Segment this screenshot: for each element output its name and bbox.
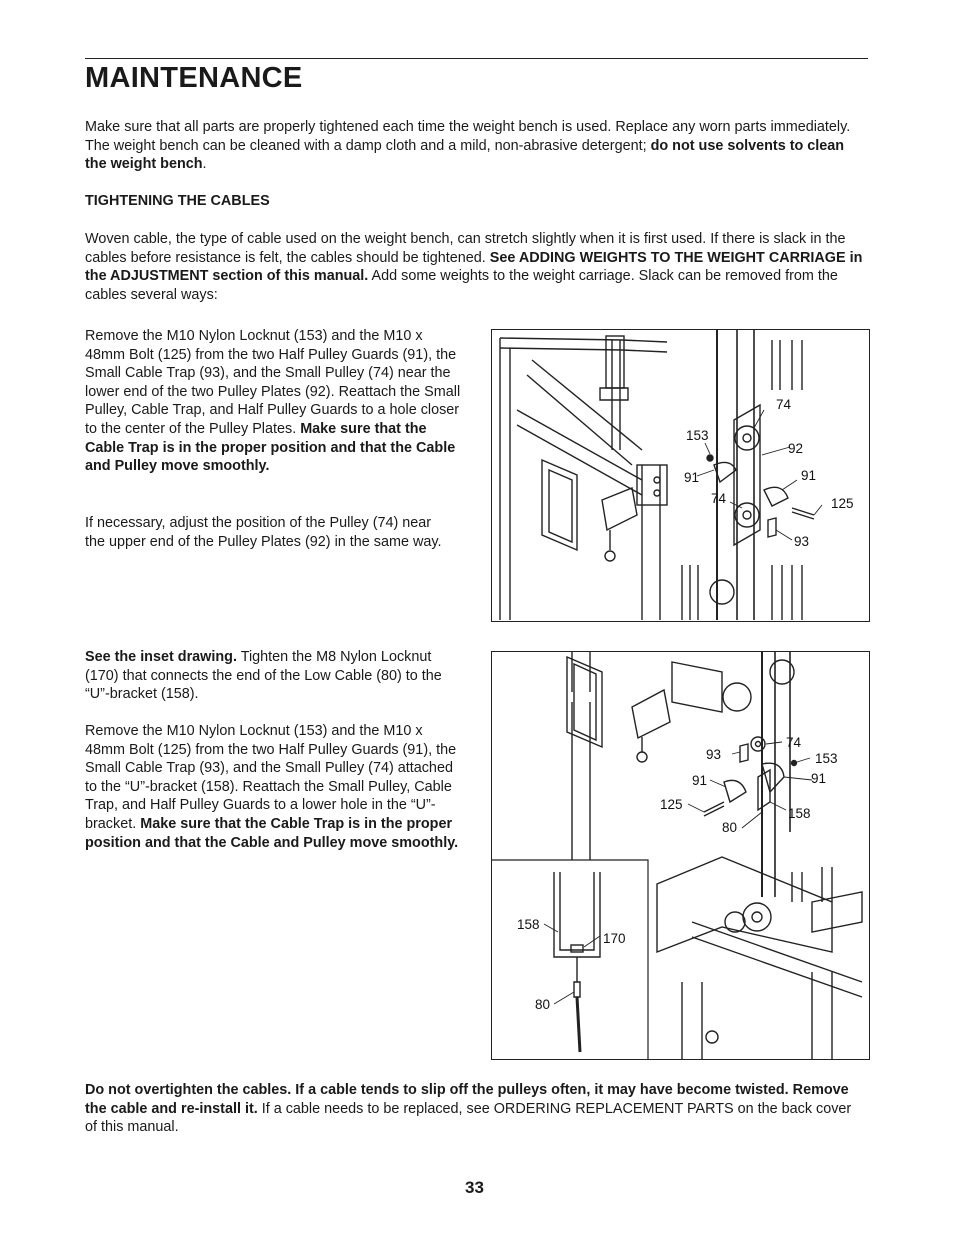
callout-153: 153 (815, 751, 838, 766)
section-heading: TIGHTENING THE CABLES (85, 193, 270, 209)
callout-93: 93 (706, 747, 722, 762)
step1-text: Remove the M10 Nylon Locknut (153) and the M10 x 48mm Bolt (125) from the two Half Pulley Guards (91), the Small Cable Trap (93), and the Small Pulley (74) near the lower end of the two Pulley Plates (92). Reattach the Small Pulley, Cable Trap, and Half Pulley Guards to a hole closer to the center of the Pulley Plates. (85, 328, 461, 437)
callout-74-upper: 74 (776, 397, 792, 412)
step2b-text: Remove the M10 Nylon Locknut (153) and the M10 x 48mm Bolt (125) from the two Half Pulley Guards (91), the Small Cable Trap (93), and the Small Pulley (74) attached to the “U”-bracket (158). Reattach the Small Pulley, Cable Trap, and Half Pulley Guards to a lower hole in the “U”-bracket. (85, 723, 457, 832)
top-rule (85, 58, 868, 59)
callout-74: 74 (786, 735, 802, 750)
callout-125: 125 (660, 797, 683, 812)
step2a-paragraph (85, 648, 463, 704)
intro-bold: do not use solvents to clean the weight bench (85, 137, 845, 173)
callout-92: 92 (788, 441, 804, 456)
inset-callout-170: 170 (603, 931, 626, 946)
figure-upper-pulley (491, 329, 870, 622)
figure-lower-pulley-drawing (492, 652, 869, 1059)
callout-91-right: 91 (801, 468, 817, 483)
figure-upper-pulley-drawing (492, 330, 869, 621)
callout-91-left: 91 (684, 470, 700, 485)
callout-93: 93 (794, 534, 810, 549)
cables-text-1: Woven cable, the type of cable used on the weight bench, can stretch slightly when it is first used. If there is slack in the cables before resistance is felt, the cables should be tightened. (85, 231, 846, 266)
page-title: MAINTENANCE (85, 62, 303, 94)
page-number: 33 (465, 1178, 484, 1197)
cables-text-2: Add some weights to the weight carriage. Slack can be removed from the cables several ways: (85, 268, 838, 303)
closing-bold: Do not overtighten the cables. If a cable tends to slip off the pulleys often, it may have become twisted. Remove the cable and re-install it. (85, 1082, 849, 1117)
callout-158: 158 (788, 806, 811, 821)
callout-91-left: 91 (692, 773, 708, 788)
step1-bold: Make sure that the Cable Trap is in the proper position and that the Cable and Pulley move smoothly. (85, 420, 456, 475)
callout-153: 153 (686, 428, 709, 443)
callout-125: 125 (831, 496, 854, 511)
step2b-paragraph (85, 722, 465, 852)
closing-text: If a cable needs to be replaced, see ORDERING REPLACEMENT PARTS on the back cover of this manual. (85, 1100, 852, 1136)
callout-74-lower: 74 (711, 491, 727, 506)
inset-callout-158: 158 (517, 917, 540, 932)
cables-bold: See ADDING WEIGHTS TO THE WEIGHT CARRIAGE in the ADJUSTMENT section of this manual. (85, 249, 863, 285)
step2b-bold: Make sure that the Cable Trap is in the proper position and that the Cable and Pulley move smoothly. (85, 815, 459, 851)
intro-text: Make sure that all parts are properly tightened each time the weight bench is used. Replace any worn parts immediately. The weight bench can be cleaned with a damp cloth and a mild, non-abrasive detergent; (85, 119, 851, 154)
figure-lower-pulley (491, 651, 870, 1060)
cables-paragraph (85, 230, 865, 304)
step2a-text: Tighten the M8 Nylon Locknut (170) that connects the end of the Low Cable (80) to the “U”-bracket (158). (85, 649, 442, 703)
step2a-bold: See the inset drawing. (85, 649, 237, 665)
callout-91-right: 91 (811, 771, 827, 786)
step1-paragraph (85, 327, 463, 476)
intro-paragraph (85, 118, 865, 174)
step1b-paragraph: If necessary, adjust the position of the Pulley (74) near the upper end of the Pulley Plates (92) in the same way. (85, 515, 442, 550)
intro-end: . (202, 156, 207, 173)
inset-callout-80: 80 (535, 997, 551, 1012)
callout-80: 80 (722, 820, 738, 835)
closing-paragraph (85, 1081, 865, 1137)
